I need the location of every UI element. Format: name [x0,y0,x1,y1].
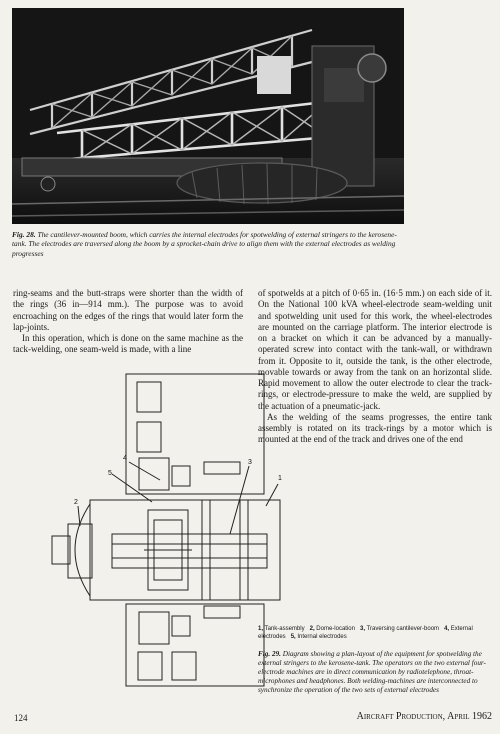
figure-29-caption-text: Diagram showing a plan-layout of the equipment for spotwelding the external stringers to the kerosene-tank. The operators on the two external four-electrode machines are in direct communication by radiotelephone, throat-microphones and headphones. Both welding-machines are interconnected to synchronize the operation of the two sets of external electrodes [258,650,486,694]
page-number: 124 [14,713,28,723]
right-paragraph-2: As the welding of the seams progresses, the entire tank assembly is rotated on its track-rings by a motor which is mounted at the end of the track and drives one of the end [258,411,492,445]
figure-28-caption [12,230,404,258]
body-column-right [258,288,492,446]
legend-dome-location: Dome-location [316,626,355,632]
figure-28-label: Fig. 28. [12,230,36,239]
legend-traversing-boom: Traversing cantilever-boom [366,626,440,632]
figure-29-caption [258,650,492,695]
traversing-cantilever-boom [112,534,267,568]
legend-num-4: 4, [444,626,450,632]
legend-num-5: 5, [290,634,296,640]
legend-external-electrodes: External electrodes [258,626,473,640]
dome-location [68,524,92,578]
callout-2: 2 [74,499,78,506]
figure-29-legend [258,625,492,641]
legend-num-3: 3, [360,626,366,632]
callout-1: 1 [278,475,282,482]
lower-welding-machine [126,604,264,686]
callout-3: 3 [248,459,252,466]
callout-5: 5 [108,470,112,477]
legend-num-2: 2, [309,626,315,632]
figure-29-label: Fig. 29. [258,650,281,658]
left-paragraph-1: ring-seams and the butt-straps were shorter than the width of the rings (36 in—914 mm.). The purpose was to avoid encroaching on the edges of the rings that would later form the lap-joints. [13,288,243,332]
legend-tank-assembly: Tank-assembly [264,626,305,632]
callout-4: 4 [123,455,127,462]
boom-photo-illustration [12,8,404,224]
left-paragraph-2: In this operation, which is done on the same machine as the tack-welding, one seam-weld is made, with a line [13,333,243,355]
legend-num-1: 1, [258,626,264,632]
figure-28-caption-text: The cantilever-mounted boom, which carries the internal electrodes for spotwelding of external stringers to the kerosene-tank. The electrodes are traversed along the boom by a sprocket-chain drive to align them with the external electrodes as welding progresses [12,230,397,258]
legend-internal-electrodes: Internal electrodes [297,634,347,640]
figure-28-photo [12,8,404,224]
upper-welding-machine [126,374,264,494]
body-column-left [13,288,243,356]
publication-footer: Aircraft Production, April 1962 [356,711,492,722]
right-paragraph-1: of spotwelds at a pitch of 0·65 in. (16·5 mm.) on each side of it. On the National 100 kVA wheel-electrode seam-welding unit and spotwelding unit used for this work, the wheel-electrodes are mounted on the carriage platform. The interior electrode is on a bracket on which it can be advanced by a manually-operated screw into contact with the tank-wall, or withdrawn from it. Opposite to it, outside the tank, is the other electrode, movable towards or away from the tank on an horizontal slide. Rapid movement to allow the outer electrode to clear the track-rings, or electrode-pressure to make the weld, are supplied by the actuation of a pneumatic-jack. [258,288,492,411]
